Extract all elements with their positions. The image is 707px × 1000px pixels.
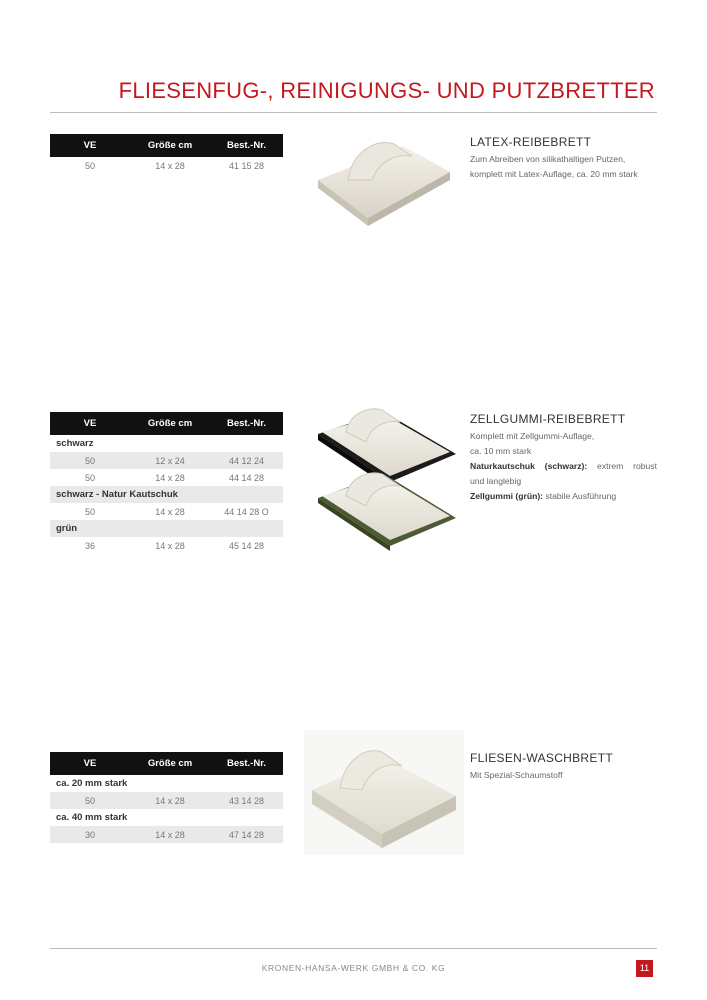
group-label: grün <box>50 520 283 537</box>
desc-line: Komplett mit Zellgummi-Auflage, <box>470 431 595 441</box>
desc-line <box>470 489 657 504</box>
desc-line: komplett mit Latex-Auflage, ca. 20 mm stark <box>470 169 638 179</box>
header-ve: VE <box>83 140 97 151</box>
zellgummi-description <box>470 411 657 504</box>
header-ve: VE <box>83 418 97 429</box>
cell-ve: 50 <box>84 472 95 483</box>
cell-size: 14 x 28 <box>155 472 185 483</box>
table-row <box>50 537 283 554</box>
cell-order: 47 14 28 <box>228 829 265 840</box>
cell-size: 14 x 28 <box>155 540 185 551</box>
bottom-divider <box>50 948 657 949</box>
waschbrett-table <box>50 752 283 843</box>
header-order: Best.-Nr. <box>226 418 267 429</box>
waschbrett-image <box>304 730 464 855</box>
header-order: Best.-Nr. <box>226 758 267 769</box>
cell-order: 44 12 24 <box>228 455 265 466</box>
cell-ve: 50 <box>84 160 95 171</box>
desc-line <box>470 459 657 474</box>
product-title: ZELLGUMMI-REIBEBRETT <box>470 412 626 426</box>
desc-line: ca. 10 mm stark <box>470 446 532 456</box>
cell-size: 14 x 28 <box>155 160 185 171</box>
natur-text: extrem robust <box>597 461 657 471</box>
cell-ve: 50 <box>84 455 95 466</box>
group-label: schwarz <box>56 438 94 449</box>
top-divider <box>50 112 657 113</box>
cell-size: 14 x 28 <box>155 795 185 806</box>
cell-order: 41 15 28 <box>228 160 265 171</box>
cell-order: 44 14 28 <box>228 472 265 483</box>
waschbrett-description <box>470 750 657 783</box>
zellgummi-float-image <box>308 402 463 552</box>
latex-description <box>470 134 657 182</box>
group-label: ca. 40 mm stark <box>56 812 128 823</box>
desc-line: Zum Abreiben von silikathaltigen Putzen, <box>470 154 626 164</box>
latex-float-image <box>308 128 458 228</box>
cell-order: 44 14 28 O <box>224 506 269 517</box>
zell-text: stabile Ausführung <box>545 491 617 501</box>
cell-ve: 50 <box>84 795 95 806</box>
latex-table <box>50 134 283 174</box>
page-title: FLIESENFUG-, REINIGUNGS- UND PUTZBRETTER <box>118 78 655 103</box>
table-row <box>50 452 283 469</box>
cell-ve: 36 <box>84 540 95 551</box>
table-row <box>50 792 283 809</box>
header-order: Best.-Nr. <box>226 140 267 151</box>
cell-size: 12 x 24 <box>155 455 185 466</box>
table-header <box>50 412 283 435</box>
header-size: Größe cm <box>147 418 193 429</box>
group-label: ca. 20 mm stark <box>56 778 128 789</box>
cell-size: 14 x 28 <box>155 506 185 517</box>
group-label: schwarz - Natur Kautschuk <box>50 486 283 503</box>
table-header <box>50 752 283 775</box>
table-header <box>50 134 283 157</box>
table-row <box>50 826 283 843</box>
cell-ve: 50 <box>84 506 95 517</box>
header-size: Größe cm <box>147 758 193 769</box>
page-number: 11 <box>636 960 653 977</box>
zell-label: Zellgummi (grün): <box>470 491 544 501</box>
cell-size: 14 x 28 <box>155 829 185 840</box>
table-row <box>50 469 283 486</box>
zellgummi-table <box>50 412 283 554</box>
natur-label: Naturkautschuk (schwarz): <box>470 461 588 471</box>
table-row <box>50 157 283 174</box>
desc-line: Mit Spezial-Schaumstoff <box>470 770 563 780</box>
cell-ve: 30 <box>84 829 95 840</box>
header-size: Größe cm <box>147 140 193 151</box>
footer-company: KRONEN-HANSA-WERK GMBH & CO. KG <box>261 963 446 973</box>
desc-line: und langlebig <box>470 476 522 486</box>
header-ve: VE <box>83 758 97 769</box>
cell-order: 45 14 28 <box>228 540 265 551</box>
cell-order: 43 14 28 <box>228 795 265 806</box>
product-title: LATEX-REIBEBRETT <box>470 135 592 149</box>
product-title: FLIESEN-WASCHBRETT <box>470 751 613 765</box>
table-row <box>50 503 283 520</box>
